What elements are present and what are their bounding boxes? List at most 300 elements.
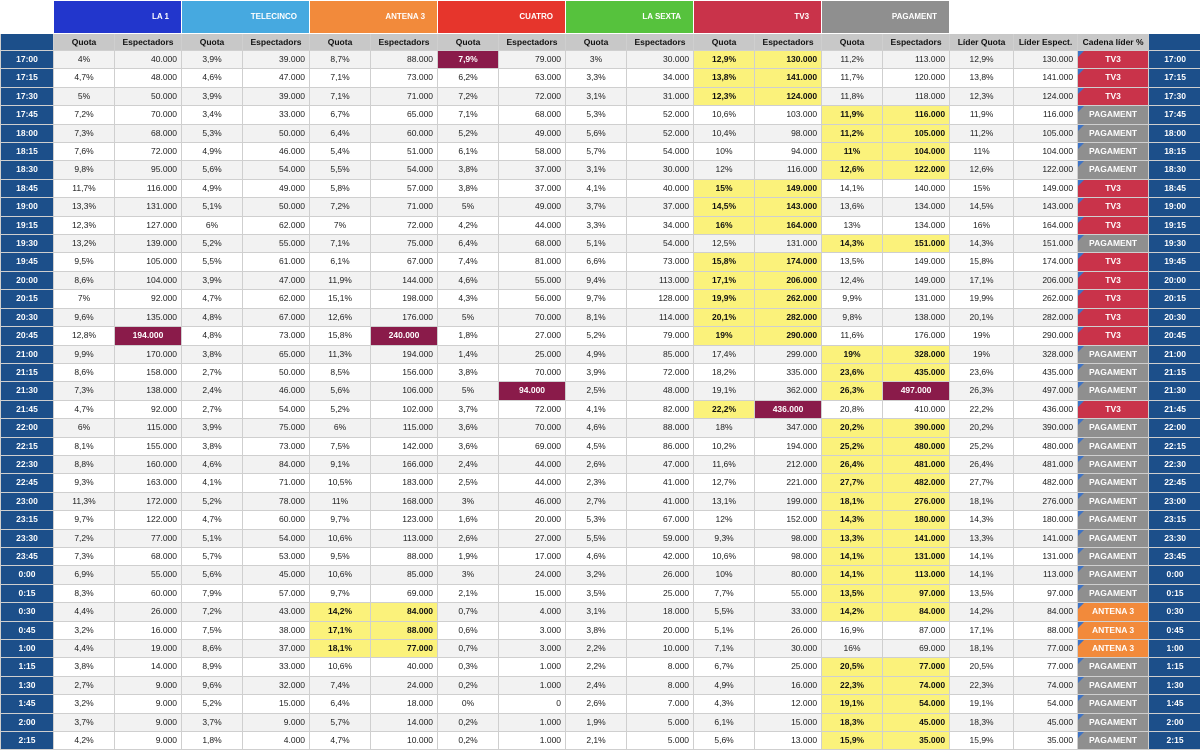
quota-cell: 12%: [694, 511, 755, 529]
time-cell: 1:45: [1, 695, 54, 713]
quota-cell: 4,7%: [182, 290, 243, 308]
time-cell: 0:45: [1, 621, 54, 639]
quota-cell: 14,1%: [822, 547, 883, 565]
lider-espect-cell: 88.000: [1014, 621, 1078, 639]
espectadors-cell: 80.000: [755, 566, 822, 584]
lider-espect-cell: 97.000: [1014, 584, 1078, 602]
espectadors-cell: 141.000: [883, 529, 950, 547]
quota-cell: 7,2%: [310, 198, 371, 216]
quota-cell: 9,6%: [54, 308, 115, 326]
quota-cell: 19,1%: [822, 695, 883, 713]
quota-cell: 3,7%: [182, 713, 243, 731]
quota-cell: 1,9%: [566, 713, 627, 731]
espectadors-cell: 4.000: [499, 603, 566, 621]
quota-cell: 6,7%: [310, 106, 371, 124]
quota-cell: 3,1%: [566, 603, 627, 621]
lider-quota-cell: 19,1%: [950, 695, 1014, 713]
espectadors-cell: 84.000: [371, 603, 438, 621]
lider-quota-cell: 17,1%: [950, 621, 1014, 639]
table-row: [1, 400, 1200, 418]
channel-header-la-1: LA 1: [54, 1, 182, 34]
espectadors-cell: 49.000: [499, 198, 566, 216]
espectadors-header: Espectadors: [371, 34, 438, 51]
time-cell-right: 2:15: [1149, 732, 1200, 750]
quota-cell: 9,3%: [694, 529, 755, 547]
quota-cell: 12,7%: [694, 474, 755, 492]
time-cell-right: 0:00: [1149, 566, 1200, 584]
quota-cell: 26,4%: [822, 455, 883, 473]
espectadors-cell: 25.000: [627, 584, 694, 602]
espectadors-cell: 20.000: [627, 621, 694, 639]
espectadors-cell: 69.000: [499, 437, 566, 455]
espectadors-cell: 67.000: [371, 253, 438, 271]
espectadors-cell: 49.000: [243, 179, 310, 197]
espectadors-cell: 170.000: [115, 345, 182, 363]
quota-cell: 8,9%: [182, 658, 243, 676]
cadena-lider-cell: TV3: [1078, 69, 1149, 87]
quota-cell: 2,1%: [438, 584, 499, 602]
quota-cell: 13,5%: [822, 584, 883, 602]
quota-cell: 22,3%: [822, 676, 883, 694]
quota-cell: 9,4%: [566, 271, 627, 289]
quota-cell: 20,5%: [822, 658, 883, 676]
espectadors-cell: 50.000: [115, 87, 182, 105]
time-cell: 21:45: [1, 400, 54, 418]
espectadors-cell: 46.000: [243, 382, 310, 400]
quota-cell: 0,7%: [438, 640, 499, 658]
quota-cell: 7,1%: [694, 640, 755, 658]
espectadors-cell: 50.000: [243, 124, 310, 142]
espectadors-cell: 88.000: [371, 547, 438, 565]
espectadors-cell: 9.000: [115, 695, 182, 713]
espectadors-cell: 176.000: [371, 308, 438, 326]
quota-header: Quota: [182, 34, 243, 51]
quota-cell: 7,5%: [182, 621, 243, 639]
quota-cell: 3,1%: [566, 161, 627, 179]
table-row: [1, 492, 1200, 510]
espectadors-cell: 52.000: [627, 124, 694, 142]
espectadors-cell: 8.000: [627, 658, 694, 676]
time-cell: 17:15: [1, 69, 54, 87]
lider-quota-cell: 18,3%: [950, 713, 1014, 731]
quota-cell: 1,8%: [182, 732, 243, 750]
espectadors-cell: 38.000: [243, 621, 310, 639]
lider-espect-cell: 290.000: [1014, 327, 1078, 345]
lider-quota-cell: 14,2%: [950, 603, 1014, 621]
time-cell-right: 21:15: [1149, 363, 1200, 381]
lider-espect-cell: 435.000: [1014, 363, 1078, 381]
quota-cell: 7,3%: [54, 547, 115, 565]
espectadors-header: Espectadors: [627, 34, 694, 51]
quota-cell: 0,2%: [438, 713, 499, 731]
espectadors-cell: 68.000: [499, 235, 566, 253]
cadena-lider-cell: PAGAMENT: [1078, 584, 1149, 602]
quota-cell: 4,3%: [694, 695, 755, 713]
espectadors-cell: 15.000: [755, 713, 822, 731]
lider-quota-cell: 20,2%: [950, 419, 1014, 437]
quota-cell: 11,6%: [694, 455, 755, 473]
time-cell: 0:15: [1, 584, 54, 602]
time-cell: 19:00: [1, 198, 54, 216]
espectadors-cell: 41.000: [627, 492, 694, 510]
quota-cell: 4,1%: [566, 400, 627, 418]
time-cell-right: 17:45: [1149, 106, 1200, 124]
quota-cell: 11,6%: [822, 327, 883, 345]
espectadors-cell: 69.000: [883, 640, 950, 658]
espectadors-cell: 176.000: [883, 327, 950, 345]
time-cell: 18:45: [1, 179, 54, 197]
quota-cell: 1,9%: [438, 547, 499, 565]
espectadors-cell: 116.000: [755, 161, 822, 179]
quota-cell: 6%: [54, 419, 115, 437]
quota-cell: 9,6%: [182, 676, 243, 694]
time-cell: 23:00: [1, 492, 54, 510]
lider-espect-cell: 143.000: [1014, 198, 1078, 216]
espectadors-cell: 37.000: [627, 198, 694, 216]
espectadors-cell: 480.000: [883, 437, 950, 455]
espectadors-cell: 87.000: [883, 621, 950, 639]
quota-cell: 7,2%: [54, 529, 115, 547]
espectadors-cell: 71.000: [371, 87, 438, 105]
espectadors-cell: 115.000: [371, 419, 438, 437]
quota-cell: 4%: [54, 51, 115, 69]
time-cell-right: 18:30: [1149, 161, 1200, 179]
espectadors-cell: 5.000: [627, 713, 694, 731]
quota-cell: 9,3%: [54, 474, 115, 492]
espectadors-cell: 240.000: [371, 327, 438, 345]
espectadors-cell: 40.000: [627, 179, 694, 197]
lider-espect-cell: 480.000: [1014, 437, 1078, 455]
cadena-lider-cell: PAGAMENT: [1078, 511, 1149, 529]
espectadors-cell: 290.000: [755, 327, 822, 345]
lider-espect-cell: 276.000: [1014, 492, 1078, 510]
espectadors-cell: 85.000: [627, 345, 694, 363]
espectadors-cell: 168.000: [371, 492, 438, 510]
quota-cell: 10,6%: [694, 547, 755, 565]
quota-cell: 2,2%: [566, 640, 627, 658]
espectadors-cell: 124.000: [755, 87, 822, 105]
lider-quota-cell: 14,1%: [950, 547, 1014, 565]
quota-cell: 7,6%: [54, 143, 115, 161]
table-row: [1, 124, 1200, 142]
lider-espect-cell: 116.000: [1014, 106, 1078, 124]
espectadors-cell: 435.000: [883, 363, 950, 381]
cadena-lider-cell: PAGAMENT: [1078, 492, 1149, 510]
time-cell: 22:00: [1, 419, 54, 437]
espectadors-cell: 142.000: [371, 437, 438, 455]
espectadors-cell: 69.000: [371, 584, 438, 602]
time-cell: 0:00: [1, 566, 54, 584]
quota-cell: 6,4%: [310, 124, 371, 142]
espectadors-cell: 39.000: [243, 51, 310, 69]
espectadors-cell: 14.000: [371, 713, 438, 731]
time-cell-right: 20:45: [1149, 327, 1200, 345]
quota-cell: 5,1%: [566, 235, 627, 253]
espectadors-cell: 35.000: [883, 732, 950, 750]
espectadors-cell: 33.000: [243, 106, 310, 124]
espectadors-cell: 40.000: [115, 51, 182, 69]
quota-cell: 4,6%: [182, 455, 243, 473]
espectadors-cell: 54.000: [243, 529, 310, 547]
lider-espect-cell: 390.000: [1014, 419, 1078, 437]
quota-cell: 7,3%: [54, 124, 115, 142]
lider-quota-cell: 11,2%: [950, 124, 1014, 142]
lider-espect-cell: 124.000: [1014, 87, 1078, 105]
lider-quota-cell: 22,3%: [950, 676, 1014, 694]
lider-espect-cell: 149.000: [1014, 179, 1078, 197]
cadena-lider-cell: TV3: [1078, 290, 1149, 308]
espectadors-cell: 183.000: [371, 474, 438, 492]
header-blank-right: [950, 1, 1200, 34]
lider-espect-cell: 105.000: [1014, 124, 1078, 142]
lider-espect-cell: 84.000: [1014, 603, 1078, 621]
quota-cell: 2,5%: [566, 382, 627, 400]
espectadors-cell: 59.000: [627, 529, 694, 547]
time-cell-right: 23:15: [1149, 511, 1200, 529]
quota-cell: 12,6%: [310, 308, 371, 326]
espectadors-cell: 10.000: [371, 732, 438, 750]
quota-cell: 5,1%: [182, 198, 243, 216]
espectadors-cell: 84.000: [883, 603, 950, 621]
quota-cell: 3,4%: [182, 106, 243, 124]
quota-cell: 7,9%: [438, 51, 499, 69]
quota-cell: 13,5%: [822, 253, 883, 271]
quota-cell: 5,4%: [310, 143, 371, 161]
quota-cell: 9,7%: [310, 511, 371, 529]
espectadors-cell: 47.000: [627, 455, 694, 473]
cadena-lider-cell: PAGAMENT: [1078, 676, 1149, 694]
espectadors-cell: 44.000: [499, 216, 566, 234]
quota-cell: 9,7%: [310, 584, 371, 602]
espectadors-cell: 410.000: [883, 400, 950, 418]
cadena-lider-cell: TV3: [1078, 400, 1149, 418]
lider-quota-cell: 14,3%: [950, 511, 1014, 529]
quota-cell: 7%: [54, 290, 115, 308]
table-row: [1, 327, 1200, 345]
espectadors-cell: 27.000: [499, 529, 566, 547]
quota-cell: 4,7%: [182, 511, 243, 529]
quota-cell: 9,9%: [54, 345, 115, 363]
quota-cell: 15%: [694, 179, 755, 197]
lider-espect-header: Líder Espect.: [1014, 34, 1078, 51]
table-row: [1, 216, 1200, 234]
lider-quota-cell: 13,3%: [950, 529, 1014, 547]
espectadors-cell: 95.000: [115, 161, 182, 179]
lider-quota-cell: 19,9%: [950, 290, 1014, 308]
quota-cell: 15,9%: [822, 732, 883, 750]
espectadors-cell: 55.000: [115, 566, 182, 584]
espectadors-cell: 134.000: [883, 216, 950, 234]
espectadors-cell: 116.000: [883, 106, 950, 124]
espectadors-header: Espectadors: [115, 34, 182, 51]
quota-cell: 9,8%: [822, 308, 883, 326]
espectadors-cell: 75.000: [243, 419, 310, 437]
quota-cell: 4,7%: [54, 400, 115, 418]
espectadors-cell: 68.000: [115, 547, 182, 565]
quota-cell: 2,4%: [566, 676, 627, 694]
quota-cell: 19,1%: [694, 382, 755, 400]
espectadors-cell: 84.000: [243, 455, 310, 473]
espectadors-cell: 199.000: [755, 492, 822, 510]
time-cell: 2:00: [1, 713, 54, 731]
lider-quota-cell: 17,1%: [950, 271, 1014, 289]
quota-cell: 14,5%: [694, 198, 755, 216]
espectadors-cell: 138.000: [883, 308, 950, 326]
quota-cell: 5%: [438, 382, 499, 400]
quota-cell: 16,9%: [822, 621, 883, 639]
time-cell-right: 22:00: [1149, 419, 1200, 437]
quota-cell: 13,6%: [822, 198, 883, 216]
espectadors-cell: 52.000: [627, 106, 694, 124]
lider-espect-cell: 141.000: [1014, 69, 1078, 87]
cadena-lider-cell: PAGAMENT: [1078, 235, 1149, 253]
quota-cell: 17,1%: [694, 271, 755, 289]
quota-cell: 4,9%: [182, 179, 243, 197]
table-row: [1, 143, 1200, 161]
cadena-lider-cell: PAGAMENT: [1078, 455, 1149, 473]
espectadors-cell: 43.000: [243, 603, 310, 621]
espectadors-cell: 63.000: [499, 69, 566, 87]
espectadors-cell: 54.000: [243, 161, 310, 179]
quota-header: Quota: [694, 34, 755, 51]
quota-cell: 25,2%: [822, 437, 883, 455]
espectadors-cell: 4.000: [243, 732, 310, 750]
quota-header: Quota: [310, 34, 371, 51]
table-row: [1, 511, 1200, 529]
espectadors-cell: 33.000: [755, 603, 822, 621]
quota-cell: 14,1%: [822, 179, 883, 197]
lider-espect-cell: 206.000: [1014, 271, 1078, 289]
lider-quota-cell: 11%: [950, 143, 1014, 161]
espectadors-cell: 37.000: [243, 640, 310, 658]
quota-cell: 6,6%: [566, 253, 627, 271]
espectadors-cell: 44.000: [499, 474, 566, 492]
espectadors-cell: 44.000: [499, 455, 566, 473]
quota-cell: 5,2%: [566, 327, 627, 345]
espectadors-cell: 55.000: [243, 235, 310, 253]
lider-quota-cell: 12,9%: [950, 51, 1014, 69]
cadena-lider-cell: ANTENA 3: [1078, 640, 1149, 658]
espectadors-cell: 45.000: [883, 713, 950, 731]
quota-cell: 8,6%: [54, 271, 115, 289]
quota-cell: 8,1%: [566, 308, 627, 326]
espectadors-cell: 30.000: [627, 51, 694, 69]
espectadors-cell: 30.000: [755, 640, 822, 658]
espectadors-cell: 72.000: [499, 87, 566, 105]
quota-cell: 11%: [822, 143, 883, 161]
lider-espect-cell: 262.000: [1014, 290, 1078, 308]
lider-quota-cell: 14,1%: [950, 566, 1014, 584]
lider-quota-cell: 20,5%: [950, 658, 1014, 676]
quota-cell: 5,6%: [182, 161, 243, 179]
quota-cell: 5,5%: [182, 253, 243, 271]
espectadors-cell: 149.000: [883, 253, 950, 271]
espectadors-cell: 113.000: [371, 529, 438, 547]
espectadors-cell: 166.000: [371, 455, 438, 473]
quota-cell: 8,8%: [54, 455, 115, 473]
espectadors-cell: 3.000: [499, 640, 566, 658]
quota-cell: 2,2%: [566, 658, 627, 676]
lider-espect-cell: 482.000: [1014, 474, 1078, 492]
espectadors-cell: 37.000: [499, 179, 566, 197]
lider-quota-cell: 14,5%: [950, 198, 1014, 216]
time-cell-right: 19:00: [1149, 198, 1200, 216]
espectadors-cell: 49.000: [499, 124, 566, 142]
espectadors-cell: 85.000: [371, 566, 438, 584]
quota-cell: 5,1%: [694, 621, 755, 639]
time-cell: 23:45: [1, 547, 54, 565]
channel-header-telecinco: TELECINCO: [182, 1, 310, 34]
espectadors-cell: 104.000: [115, 271, 182, 289]
time-cell-right: 1:30: [1149, 676, 1200, 694]
table-row: [1, 382, 1200, 400]
quota-cell: 4,8%: [182, 327, 243, 345]
espectadors-cell: 105.000: [883, 124, 950, 142]
quota-cell: 18,2%: [694, 363, 755, 381]
quota-cell: 4,2%: [438, 216, 499, 234]
espectadors-cell: 128.000: [627, 290, 694, 308]
espectadors-cell: 103.000: [755, 106, 822, 124]
espectadors-cell: 194.000: [755, 437, 822, 455]
quota-cell: 2,7%: [182, 400, 243, 418]
quota-cell: 5,3%: [182, 124, 243, 142]
time-cell-right: 22:15: [1149, 437, 1200, 455]
espectadors-cell: 70.000: [499, 308, 566, 326]
espectadors-cell: 299.000: [755, 345, 822, 363]
espectadors-cell: 282.000: [755, 308, 822, 326]
quota-cell: 5,6%: [566, 124, 627, 142]
cadena-lider-cell: TV3: [1078, 271, 1149, 289]
espectadors-cell: 151.000: [883, 235, 950, 253]
time-cell: 17:45: [1, 106, 54, 124]
quota-cell: 16%: [694, 216, 755, 234]
time-cell: 18:30: [1, 161, 54, 179]
time-cell: 20:15: [1, 290, 54, 308]
espectadors-cell: 82.000: [627, 400, 694, 418]
quota-cell: 14,2%: [822, 603, 883, 621]
table-row: [1, 547, 1200, 565]
time-cell-right: 21:00: [1149, 345, 1200, 363]
quota-cell: 3,8%: [438, 179, 499, 197]
quota-cell: 11,2%: [822, 124, 883, 142]
espectadors-cell: 25.000: [499, 345, 566, 363]
espectadors-cell: 26.000: [115, 603, 182, 621]
table-row: [1, 51, 1200, 69]
lider-espect-cell: 151.000: [1014, 235, 1078, 253]
espectadors-cell: 97.000: [883, 584, 950, 602]
quota-cell: 6,1%: [310, 253, 371, 271]
time-cell: 20:45: [1, 327, 54, 345]
espectadors-cell: 81.000: [499, 253, 566, 271]
espectadors-cell: 127.000: [115, 216, 182, 234]
quota-cell: 4,9%: [566, 345, 627, 363]
cadena-lider-cell: PAGAMENT: [1078, 529, 1149, 547]
espectadors-cell: 73.000: [243, 327, 310, 345]
espectadors-cell: 67.000: [627, 511, 694, 529]
quota-cell: 14,1%: [822, 566, 883, 584]
table-row: [1, 566, 1200, 584]
cadena-lider-cell: PAGAMENT: [1078, 547, 1149, 565]
quota-cell: 2,4%: [438, 455, 499, 473]
espectadors-cell: 41.000: [627, 474, 694, 492]
time-cell-right: 20:30: [1149, 308, 1200, 326]
quota-cell: 23,6%: [822, 363, 883, 381]
quota-cell: 4,7%: [310, 732, 371, 750]
espectadors-cell: 57.000: [243, 584, 310, 602]
quota-cell: 11,7%: [822, 69, 883, 87]
time-cell-right: 19:45: [1149, 253, 1200, 271]
quota-cell: 3,8%: [566, 621, 627, 639]
